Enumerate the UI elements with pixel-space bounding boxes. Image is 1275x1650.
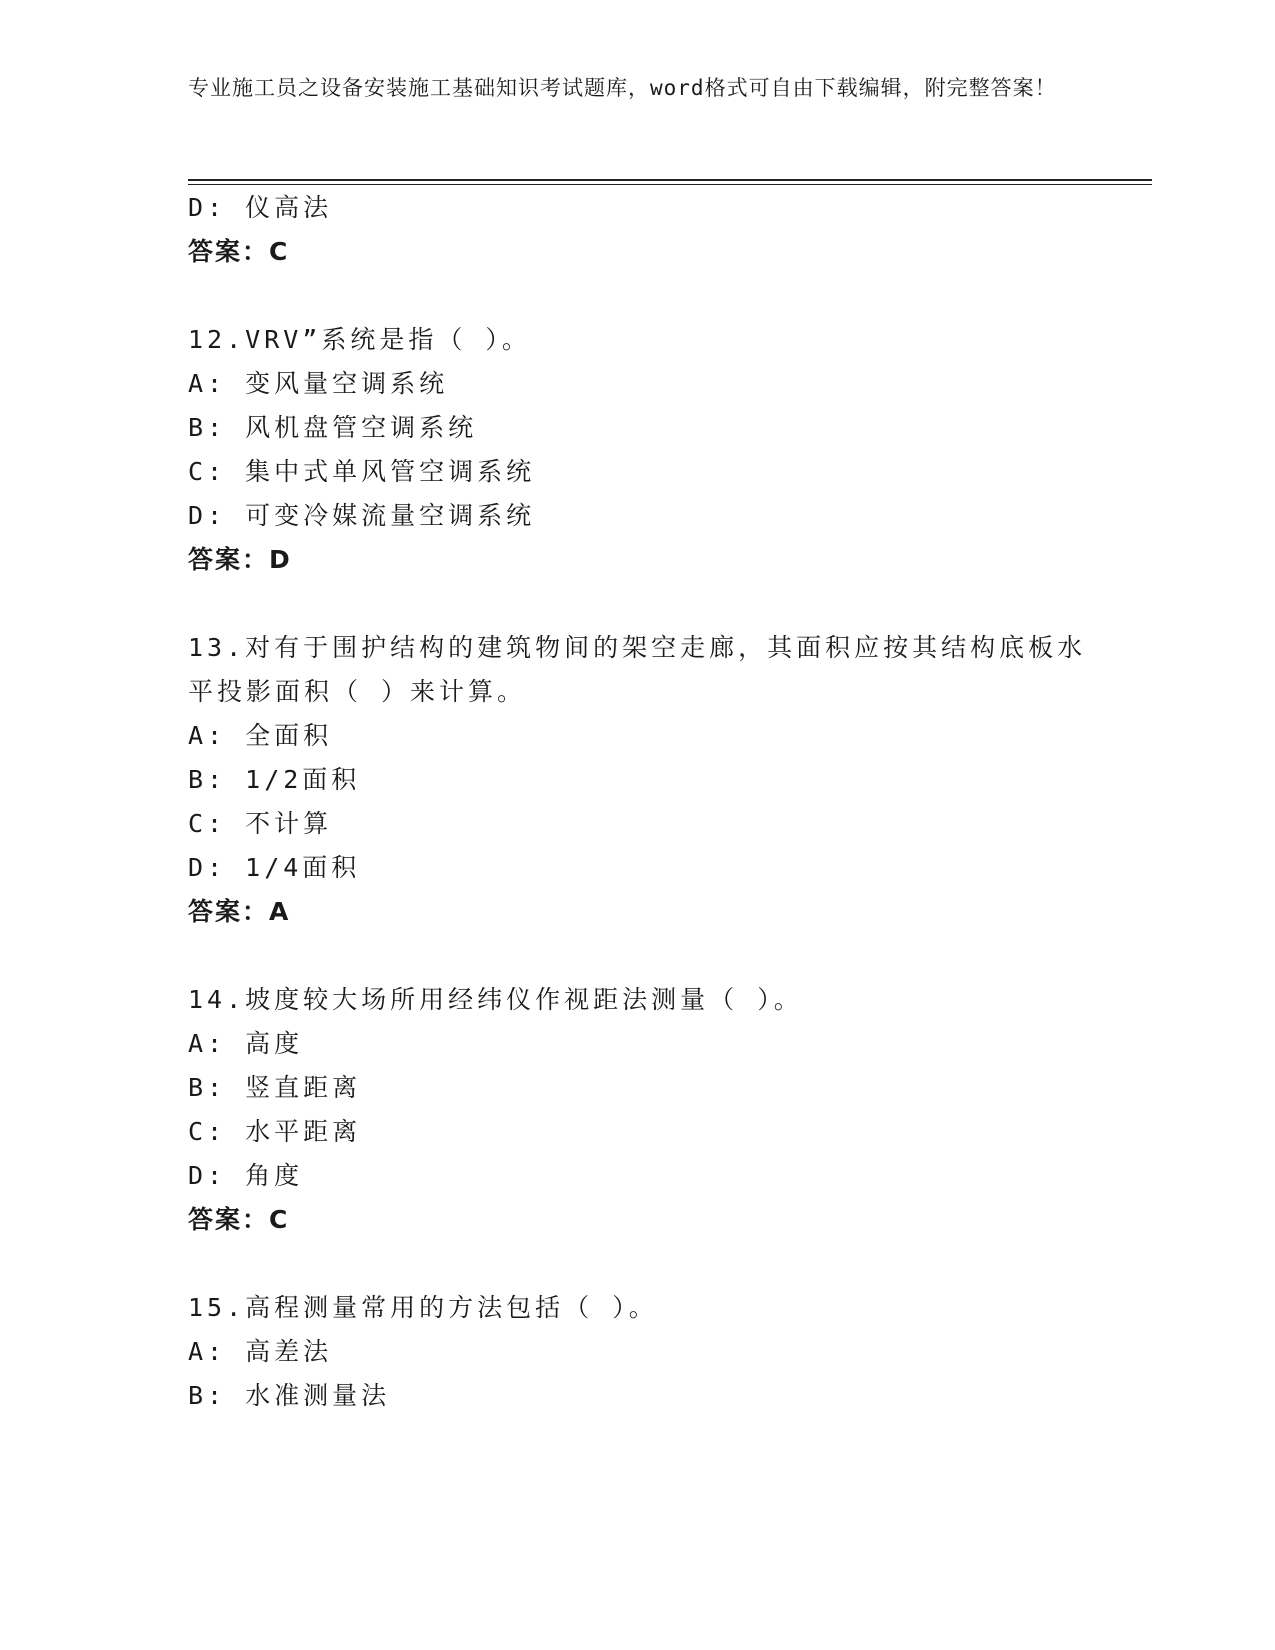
- option-a: A: 高差法: [188, 1337, 333, 1366]
- option-b: B: 水准测量法: [188, 1381, 391, 1410]
- header-divider-thin: [188, 184, 1152, 185]
- header-divider-thick: [188, 179, 1152, 181]
- answer-label: 答案：C: [188, 1205, 290, 1234]
- question-stem: 12.VRV”系统是指（ ）。: [188, 325, 531, 354]
- document-header: 专业施工员之设备安装施工基础知识考试题库，word格式可自由下载编辑，附完整答案！: [188, 76, 1057, 100]
- option-d: D: 角度: [188, 1161, 304, 1190]
- option-d: D: 可变冷媒流量空调系统: [188, 501, 536, 530]
- option-b: B: 风机盘管空调系统: [188, 413, 478, 442]
- option-c: C: 水平距离: [188, 1117, 362, 1146]
- option-c: C: 不计算: [188, 809, 333, 838]
- answer-label: 答案：D: [188, 545, 292, 574]
- question-stem: 13.对有于围护结构的建筑物间的架空走廊，其面积应按其结构底板水: [188, 633, 1087, 662]
- question-stem-continued: 平投影面积（ ）来计算。: [188, 677, 527, 706]
- question-stem: 14.坡度较大场所用经纬仪作视距法测量（ ）。: [188, 985, 803, 1014]
- option-d: D: 1/4面积: [188, 853, 361, 882]
- option-b: B: 竖直距离: [188, 1073, 362, 1102]
- option-c: C: 集中式单风管空调系统: [188, 457, 536, 486]
- answer-label: 答案：A: [188, 897, 291, 926]
- option-a: A: 高度: [188, 1029, 304, 1058]
- option-a: A: 变风量空调系统: [188, 369, 449, 398]
- option-b: B: 1/2面积: [188, 765, 361, 794]
- option-a: A: 全面积: [188, 721, 333, 750]
- answer-label: 答案：C: [188, 237, 290, 266]
- question-stem: 15.高程测量常用的方法包括（ ）。: [188, 1293, 658, 1322]
- option-d: D: 仪高法: [188, 193, 333, 222]
